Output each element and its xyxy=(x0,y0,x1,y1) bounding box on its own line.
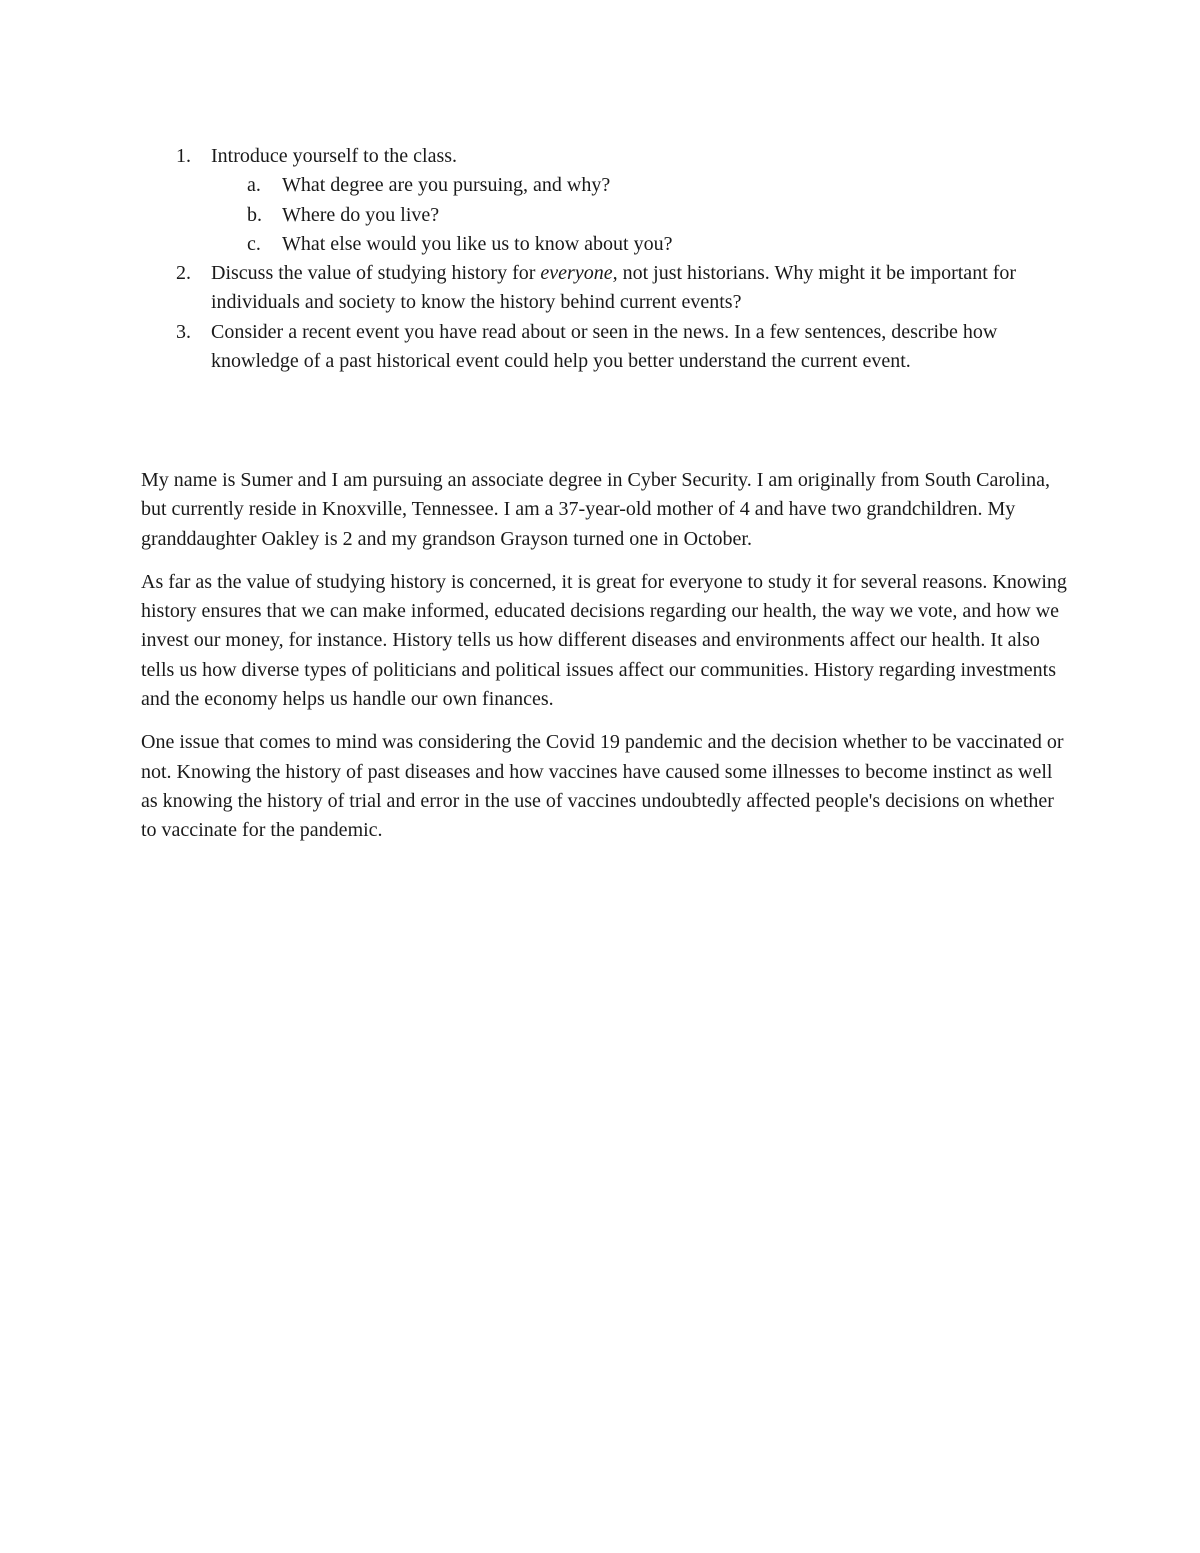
question-list xyxy=(141,142,1071,376)
answer-paragraph-introduction: My name is Sumer and I am pursuing an associate degree in Cyber Security. I am originally from South Carolina, but currently reside in Knoxville, Tennessee. I am a 37-year-old mother of 4 and have two grandchildren. My granddaughter Oakley is 2 and my grandson Grayson turned one in October. xyxy=(141,469,1051,550)
sub-question-item xyxy=(211,230,1071,259)
answer-paragraph-history-value: As far as the value of studying history is concerned, it is great for everyone to study it for several reasons. Knowing history ensures that we can make informed, educated decisions regarding our health, the way we vote, and how we invest our money, for instance. History tells us how different diseases and environments affect our health. It also tells us how diverse types of politicians and political issues affect our communities. History regarding investments and the economy helps us handle our own finances. xyxy=(141,570,1067,711)
sub-question-item xyxy=(211,201,1071,230)
sub-question-list xyxy=(211,171,1071,259)
sub-question-letter: c. xyxy=(247,232,261,255)
sub-question-text: Where do you live? xyxy=(282,203,440,226)
question-number: 3. xyxy=(176,320,191,343)
question-text-start: Discuss the value of studying history for xyxy=(211,262,541,285)
question-text-end: not just historians. Why might it be important for individuals and society to know the history behind current events? xyxy=(211,262,1017,314)
question-number: 1. xyxy=(176,145,191,167)
question-number: 2. xyxy=(176,262,191,285)
question-item xyxy=(141,259,1071,318)
question-emphasis: everyone, xyxy=(540,262,618,285)
sub-question-item xyxy=(211,171,1071,200)
question-item xyxy=(141,318,1071,377)
sub-question-text: What degree are you pursuing, and why? xyxy=(282,174,611,197)
sub-question-text: What else would you like us to know about you? xyxy=(282,232,673,255)
question-item xyxy=(141,142,1071,259)
question-text: Consider a recent event you have read about or seen in the news. In a few sentences, describe how knowledge of a past historical event could help you better understand the current event. xyxy=(211,320,998,373)
sub-question-letter: a. xyxy=(247,174,261,197)
answer-section xyxy=(141,466,1071,860)
answer-paragraph-current-event: One issue that comes to mind was considering the Covid 19 pandemic and the decision whether to be vaccinated or not. Knowing the history of past diseases and how vaccines have caused some illnesses to become instinct as well as knowing the history of trial and error in the use of vaccines undoubtedly affected people's decisions on whether to vaccinate for the pandemic. xyxy=(141,731,1064,842)
question-text: Introduce yourself to the class. xyxy=(211,145,458,167)
sub-question-letter: b. xyxy=(247,203,262,226)
